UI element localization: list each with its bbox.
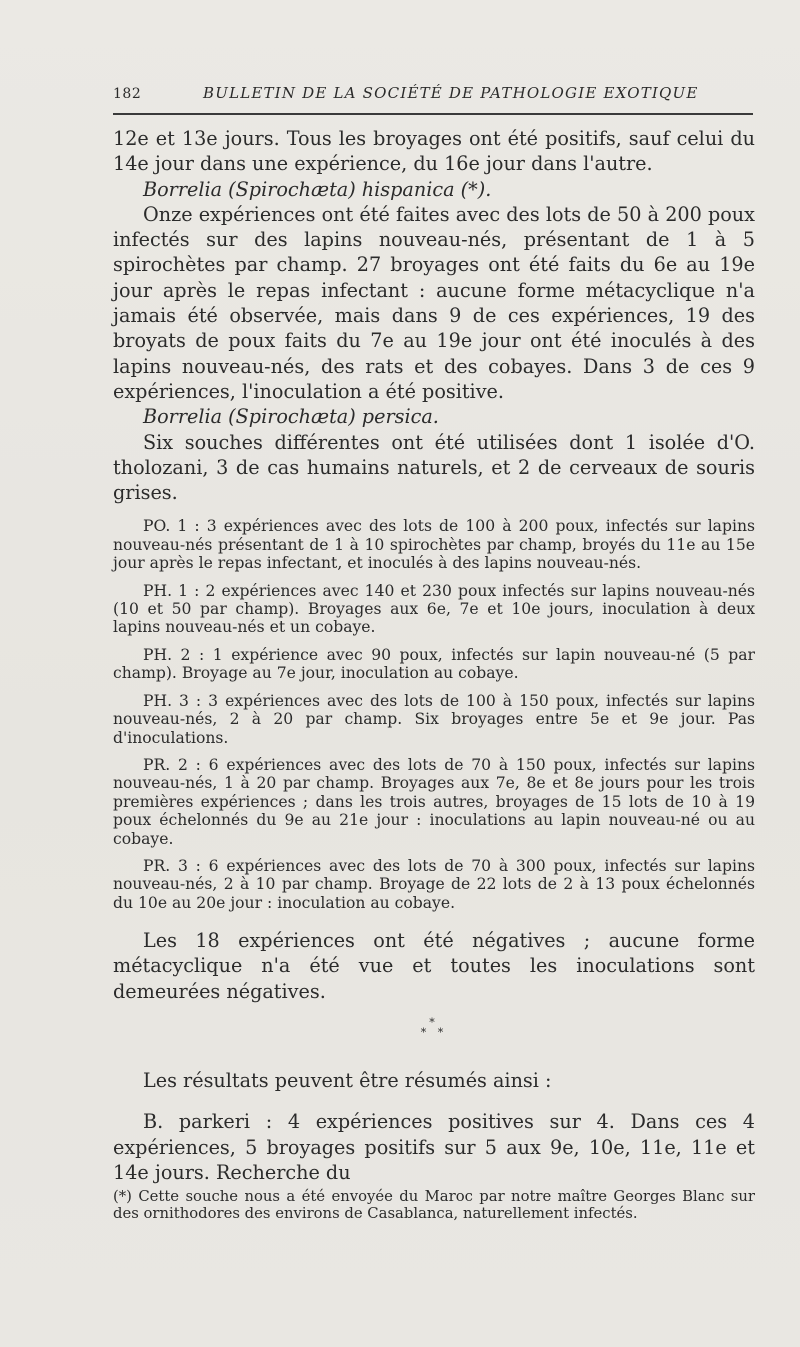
paragraph-hispanica: Onze expériences ont été faites avec des lots de 50 à 200 poux infectés sur des lapins nouveau-nés, présentant de 1 à 5 spirochètes par champ. 27 broyages ont été faits du 6e au 19e jour après le repas infectant : aucune forme métacyclique n'a jamais été observée, mais dans 9 de ces expériences, 19 des broyats de poux faits du 7e au 19e jour ont été inoculés à des lapins nouveau-nés, des rats et des cobayes. Dans 3 de ces 9 expériences, l'inoculation a été positive. (113, 202, 755, 403)
experiment-po1: PO. 1 : 3 expériences avec des lots de 100 à 200 poux, infectés sur lapins nouveau-nés présentant de 1 à 10 spirochètes par champ, broyés du 11e au 15e jour après le repas infectant, et inoculés à des lapins nouveau-nés. (113, 517, 755, 573)
experiment-ph3: PH. 3 : 3 expériences avec des lots de 100 à 150 poux, infectés sur lapins nouveau-nés, 2 à 20 par champ. Six broyages entre 5e et 9e jour. Pas d'inoculations. (113, 691, 755, 747)
section-heading-hispanica: Borrelia (Spirochæta) hispanica (*). (143, 177, 492, 201)
body-text (113, 126, 755, 1185)
section-heading-persica: Borrelia (Spirochæta) persica. (143, 405, 439, 429)
experiment-ph2: PH. 2 : 1 expérience avec 90 poux, infectés sur lapin nouveau-né (5 par champ). Broyage au 7e jour, inoculation au cobaye. (113, 645, 755, 683)
separator-stars-bottom: * * (420, 1026, 448, 1040)
running-header (113, 84, 753, 108)
paragraph-persica: Six souches différentes ont été utilisées dont 1 isolée d'O. tholozani, 3 de cas humains naturels, et 2 de cerveaux de souris grises. (113, 430, 755, 505)
experiment-pr3: PR. 3 : 6 expériences avec des lots de 70 à 300 poux, infectés sur lapins nouveau-nés, 2 à 10 par champ. Broyage de 22 lots de 2 à 13 poux échelonnés du 10e au 20e jour : inoculation au cobaye. (113, 856, 755, 912)
section-separator (113, 1018, 755, 1038)
experiment-list (113, 517, 755, 912)
running-title: BULLETIN DE LA SOCIÉTÉ DE PATHOLOGIE EXOTIQUE (203, 84, 699, 102)
separator-star-top: * (429, 1016, 439, 1030)
paragraph-conclusion: Les 18 expériences ont été négatives ; aucune forme métacyclique n'a été vue et toutes les inoculations sont demeurées négatives. (113, 929, 755, 1003)
footnote: (*) Cette souche nous a été envoyée du Maroc par notre maître Georges Blanc sur des ornithodores des environs de Casablanca, naturellement infectés. (113, 1188, 755, 1222)
paragraph-continuation: 12e et 13e jours. Tous les broyages ont été positifs, sauf celui du 14e jour dans une expérience, du 16e jour dans l'autre. (113, 127, 755, 176)
experiment-ph1: PH. 1 : 2 expériences avec 140 et 230 poux infectés sur lapins nouveau-nés (10 et 50 par champ). Broyages aux 6e, 7e et 10e jours, inoculation à deux lapins nouveau-nés et un cobaye. (113, 581, 755, 637)
header-rule (113, 113, 753, 115)
summary-parkeri: B. parkeri : 4 expériences positives sur 4. Dans ces 4 expériences, 5 broyages positifs sur 5 aux 9e, 10e, 11e, 11e et 14e jours. Recherche du (113, 1110, 755, 1184)
summary-intro: Les résultats peuvent être résumés ainsi : (143, 1069, 552, 1093)
page-number: 182 (113, 86, 142, 102)
experiment-pr2: PR. 2 : 6 expériences avec des lots de 70 à 150 poux, infectés sur lapins nouveau-nés, 1 à 20 par champ. Broyages aux 7e, 8e et 8e jours pour les trois premières expériences ; dans les trois autres, broyages de 15 lots de 10 à 19 poux échelonnés du 9e au 21e jour : inoculations au lapin nouveau-né ou au cobaye. (113, 755, 755, 848)
